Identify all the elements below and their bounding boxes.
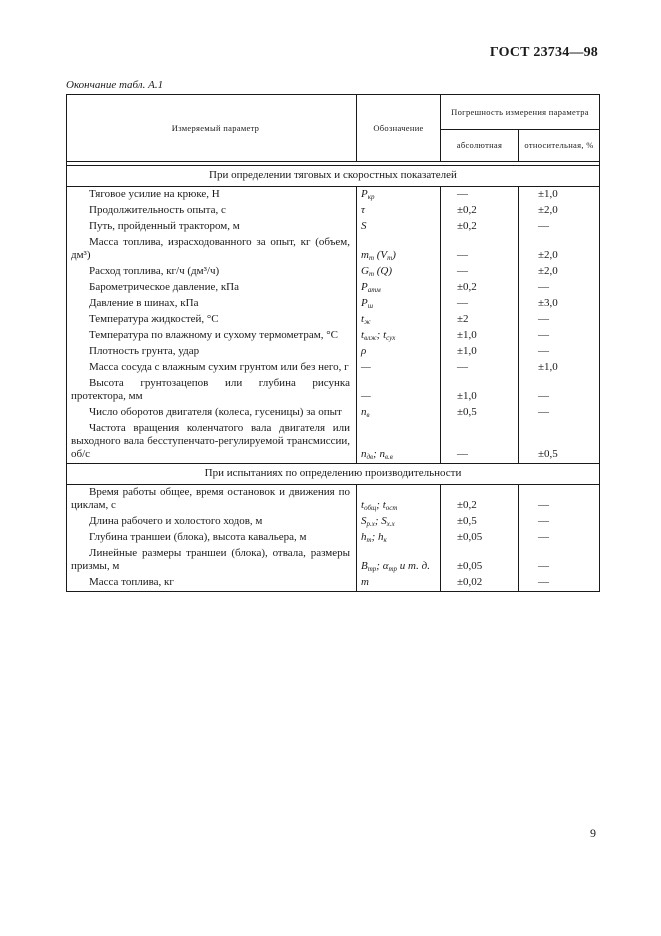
symbol: t <box>361 313 365 325</box>
relative-error-cell: — <box>519 219 600 235</box>
table-row <box>67 485 600 515</box>
symbol-subscript: ш <box>367 302 374 310</box>
absolute-error-cell: — <box>441 421 519 464</box>
symbol-secondary: ; t <box>376 499 386 511</box>
symbol-secondary: (Q) <box>374 265 393 277</box>
header-error: Погрешность измерения параметра <box>441 95 600 130</box>
parameter-cell: Тяговое усилие на крюке, Н <box>67 187 357 204</box>
measurement-table <box>66 94 600 592</box>
symbol: S <box>361 220 367 232</box>
symbol: B <box>361 560 368 572</box>
symbol-subscript: общ <box>364 504 377 512</box>
relative-error-cell: — <box>519 328 600 344</box>
parameter-cell: Температура жидкостей, °С <box>67 312 357 328</box>
absolute-error-cell: ±0,05 <box>441 530 519 546</box>
relative-error-cell: — <box>519 376 600 405</box>
designation-cell <box>357 485 441 515</box>
symbol-secondary: ; h <box>371 531 384 543</box>
parameter-cell: Высота грунтозацепов или глубина рисунка протектора, мм <box>67 376 357 405</box>
symbol-subscript: т <box>368 270 375 278</box>
relative-error-cell: — <box>519 575 600 592</box>
parameter-cell: Число оборотов двигателя (колеса, гусеницы) за опыт <box>67 405 357 421</box>
symbol-secondary-subscript: сух <box>386 334 396 342</box>
parameter-cell: Барометрическое давление, кПа <box>67 280 357 296</box>
designation-cell <box>357 264 441 280</box>
table-row <box>67 575 600 592</box>
absolute-error-cell: — <box>441 235 519 264</box>
table-row <box>67 360 600 376</box>
absolute-error-cell: ±1,0 <box>441 376 519 405</box>
symbol-secondary: ; α <box>376 560 389 572</box>
relative-error-cell: ±2,0 <box>519 203 600 219</box>
symbol-subscript: в <box>366 411 370 419</box>
symbol-subscript: т <box>366 536 372 544</box>
designation-cell <box>357 280 441 296</box>
parameter-cell: Глубина траншеи (блока), высота кавальера, м <box>67 530 357 546</box>
symbol-secondary-subscript: в.в <box>385 453 393 461</box>
header-parameter: Измеряемый параметр <box>67 95 357 162</box>
symbol: G <box>361 265 369 277</box>
table-row <box>67 203 600 219</box>
symbol: — <box>361 390 371 402</box>
table-row <box>67 219 600 235</box>
table-row <box>67 187 600 204</box>
table-row <box>67 280 600 296</box>
parameter-cell: Давление в шинах, кПа <box>67 296 357 312</box>
relative-error-cell: ±1,0 <box>519 360 600 376</box>
absolute-error-cell: ±0,02 <box>441 575 519 592</box>
symbol: n <box>361 406 367 418</box>
symbol-secondary-subscript: т <box>387 254 393 262</box>
designation-cell <box>357 344 441 360</box>
symbol: t <box>361 499 365 511</box>
relative-error-cell: — <box>519 514 600 530</box>
relative-error-cell: — <box>519 485 600 515</box>
absolute-error-cell: ±0,05 <box>441 546 519 575</box>
table-row <box>67 312 600 328</box>
relative-error-cell: ±1,0 <box>519 187 600 204</box>
absolute-error-cell: ±0,2 <box>441 203 519 219</box>
absolute-error-cell: ±0,2 <box>441 280 519 296</box>
symbol-subscript: ж <box>364 318 371 326</box>
symbol-secondary-subscript: тр <box>388 565 398 573</box>
relative-error-cell: — <box>519 312 600 328</box>
designation-cell <box>357 203 441 219</box>
symbol-secondary: (V <box>374 249 388 261</box>
parameter-cell: Расход топлива, кг/ч (дм³/ч) <box>67 264 357 280</box>
table-row <box>67 514 600 530</box>
symbol-subscript: атм <box>367 286 381 294</box>
parameter-cell: Масса сосуда с влажным сухим грунтом или без него, г <box>67 360 357 376</box>
symbol: h <box>361 531 367 543</box>
symbol: P <box>361 297 368 309</box>
symbol: m <box>361 576 369 588</box>
absolute-error-cell: — <box>441 187 519 204</box>
parameter-cell: Температура по влажному и сухому термометрам, °С <box>67 328 357 344</box>
table-row <box>67 421 600 464</box>
table-row <box>67 235 600 264</box>
symbol-secondary-subscript: х.х <box>386 520 395 528</box>
designation-cell <box>357 546 441 575</box>
parameter-cell: Продолжительность опыта, с <box>67 203 357 219</box>
designation-cell <box>357 296 441 312</box>
designation-cell <box>357 530 441 546</box>
symbol-subscript: влж <box>364 334 377 342</box>
symbol: τ <box>361 204 365 216</box>
parameter-cell: Путь, пройденный трактором, м <box>67 219 357 235</box>
parameter-cell: Масса топлива, кг <box>67 575 357 592</box>
absolute-error-cell: ±0,2 <box>441 219 519 235</box>
symbol: — <box>361 361 371 373</box>
symbol: P <box>361 281 368 293</box>
symbol: n <box>361 448 367 460</box>
relative-error-cell: ±2,0 <box>519 235 600 264</box>
absolute-error-cell: ±1,0 <box>441 328 519 344</box>
parameter-cell: Длина рабочего и холостого ходов, м <box>67 514 357 530</box>
section-title: При определении тяговых и скоростных показателей <box>67 166 600 187</box>
symbol-secondary: ; t <box>376 329 387 341</box>
symbol-secondary: ; n <box>373 448 386 460</box>
symbol-subscript: т <box>368 254 375 262</box>
symbol-subscript: дв <box>366 453 374 461</box>
designation-cell <box>357 376 441 405</box>
absolute-error-cell: ±1,0 <box>441 344 519 360</box>
absolute-error-cell: ±0,5 <box>441 405 519 421</box>
designation-cell <box>357 328 441 344</box>
parameter-cell: Частота вращения коленчатого вала двигателя или выходного вала бесступенчато-регулируемой трансмиссии, об/с <box>67 421 357 464</box>
symbol: ρ <box>361 345 367 357</box>
table-row <box>67 344 600 360</box>
designation-cell <box>357 187 441 204</box>
symbol-secondary: ; S <box>374 515 387 527</box>
symbol-tail: ) <box>392 249 396 261</box>
designation-cell <box>357 405 441 421</box>
section-row <box>67 166 600 187</box>
designation-cell <box>357 514 441 530</box>
table-caption: Окончание табл. А.1 <box>66 79 164 91</box>
table-row <box>67 328 600 344</box>
designation-cell <box>357 360 441 376</box>
symbol-tail: и т. д. <box>397 560 430 572</box>
table-row <box>67 405 600 421</box>
absolute-error-cell: — <box>441 296 519 312</box>
symbol: S <box>361 515 367 527</box>
symbol-secondary-subscript: ост <box>385 504 398 512</box>
table-row <box>67 530 600 546</box>
parameter-cell: Время работы общее, время остановок и движения по циклам, с <box>67 485 357 515</box>
designation-cell <box>357 235 441 264</box>
section-title: При испытаниях по определению производительности <box>67 464 600 485</box>
relative-error-cell: ±2,0 <box>519 264 600 280</box>
relative-error-cell: — <box>519 344 600 360</box>
symbol-subscript: кр <box>367 193 375 201</box>
relative-error-cell: — <box>519 546 600 575</box>
relative-error-cell: ±3,0 <box>519 296 600 312</box>
symbol: t <box>361 329 365 341</box>
symbol-subscript: тр <box>367 565 377 573</box>
absolute-error-cell: ±2 <box>441 312 519 328</box>
absolute-error-cell: ±0,2 <box>441 485 519 515</box>
standard-number: ГОСТ 23734—98 <box>489 45 598 60</box>
absolute-error-cell: — <box>441 360 519 376</box>
relative-error-cell: ±0,5 <box>519 421 600 464</box>
designation-cell <box>357 219 441 235</box>
table-row <box>67 376 600 405</box>
page-number: 9 <box>590 826 596 840</box>
header-relative: относительная, % <box>519 130 600 162</box>
symbol: m <box>361 249 369 261</box>
symbol-subscript: р.х <box>366 520 375 528</box>
section-row <box>67 464 600 485</box>
relative-error-cell: — <box>519 280 600 296</box>
relative-error-cell: — <box>519 530 600 546</box>
header-absolute: абсолютная <box>441 130 519 162</box>
parameter-cell: Масса топлива, израсходованного за опыт, кг (объем, дм³) <box>67 235 357 264</box>
table-row <box>67 546 600 575</box>
designation-cell <box>357 421 441 464</box>
designation-cell <box>357 312 441 328</box>
relative-error-cell: — <box>519 405 600 421</box>
absolute-error-cell: ±0,5 <box>441 514 519 530</box>
designation-cell <box>357 575 441 592</box>
parameter-cell: Линейные размеры траншеи (блока), отвала, размеры призмы, м <box>67 546 357 575</box>
absolute-error-cell: — <box>441 264 519 280</box>
parameter-cell: Плотность грунта, удар <box>67 344 357 360</box>
table-row <box>67 296 600 312</box>
header-designation: Обозначение <box>357 95 441 162</box>
symbol: P <box>361 188 368 200</box>
symbol-secondary-subscript: к <box>383 536 387 544</box>
table-row <box>67 264 600 280</box>
